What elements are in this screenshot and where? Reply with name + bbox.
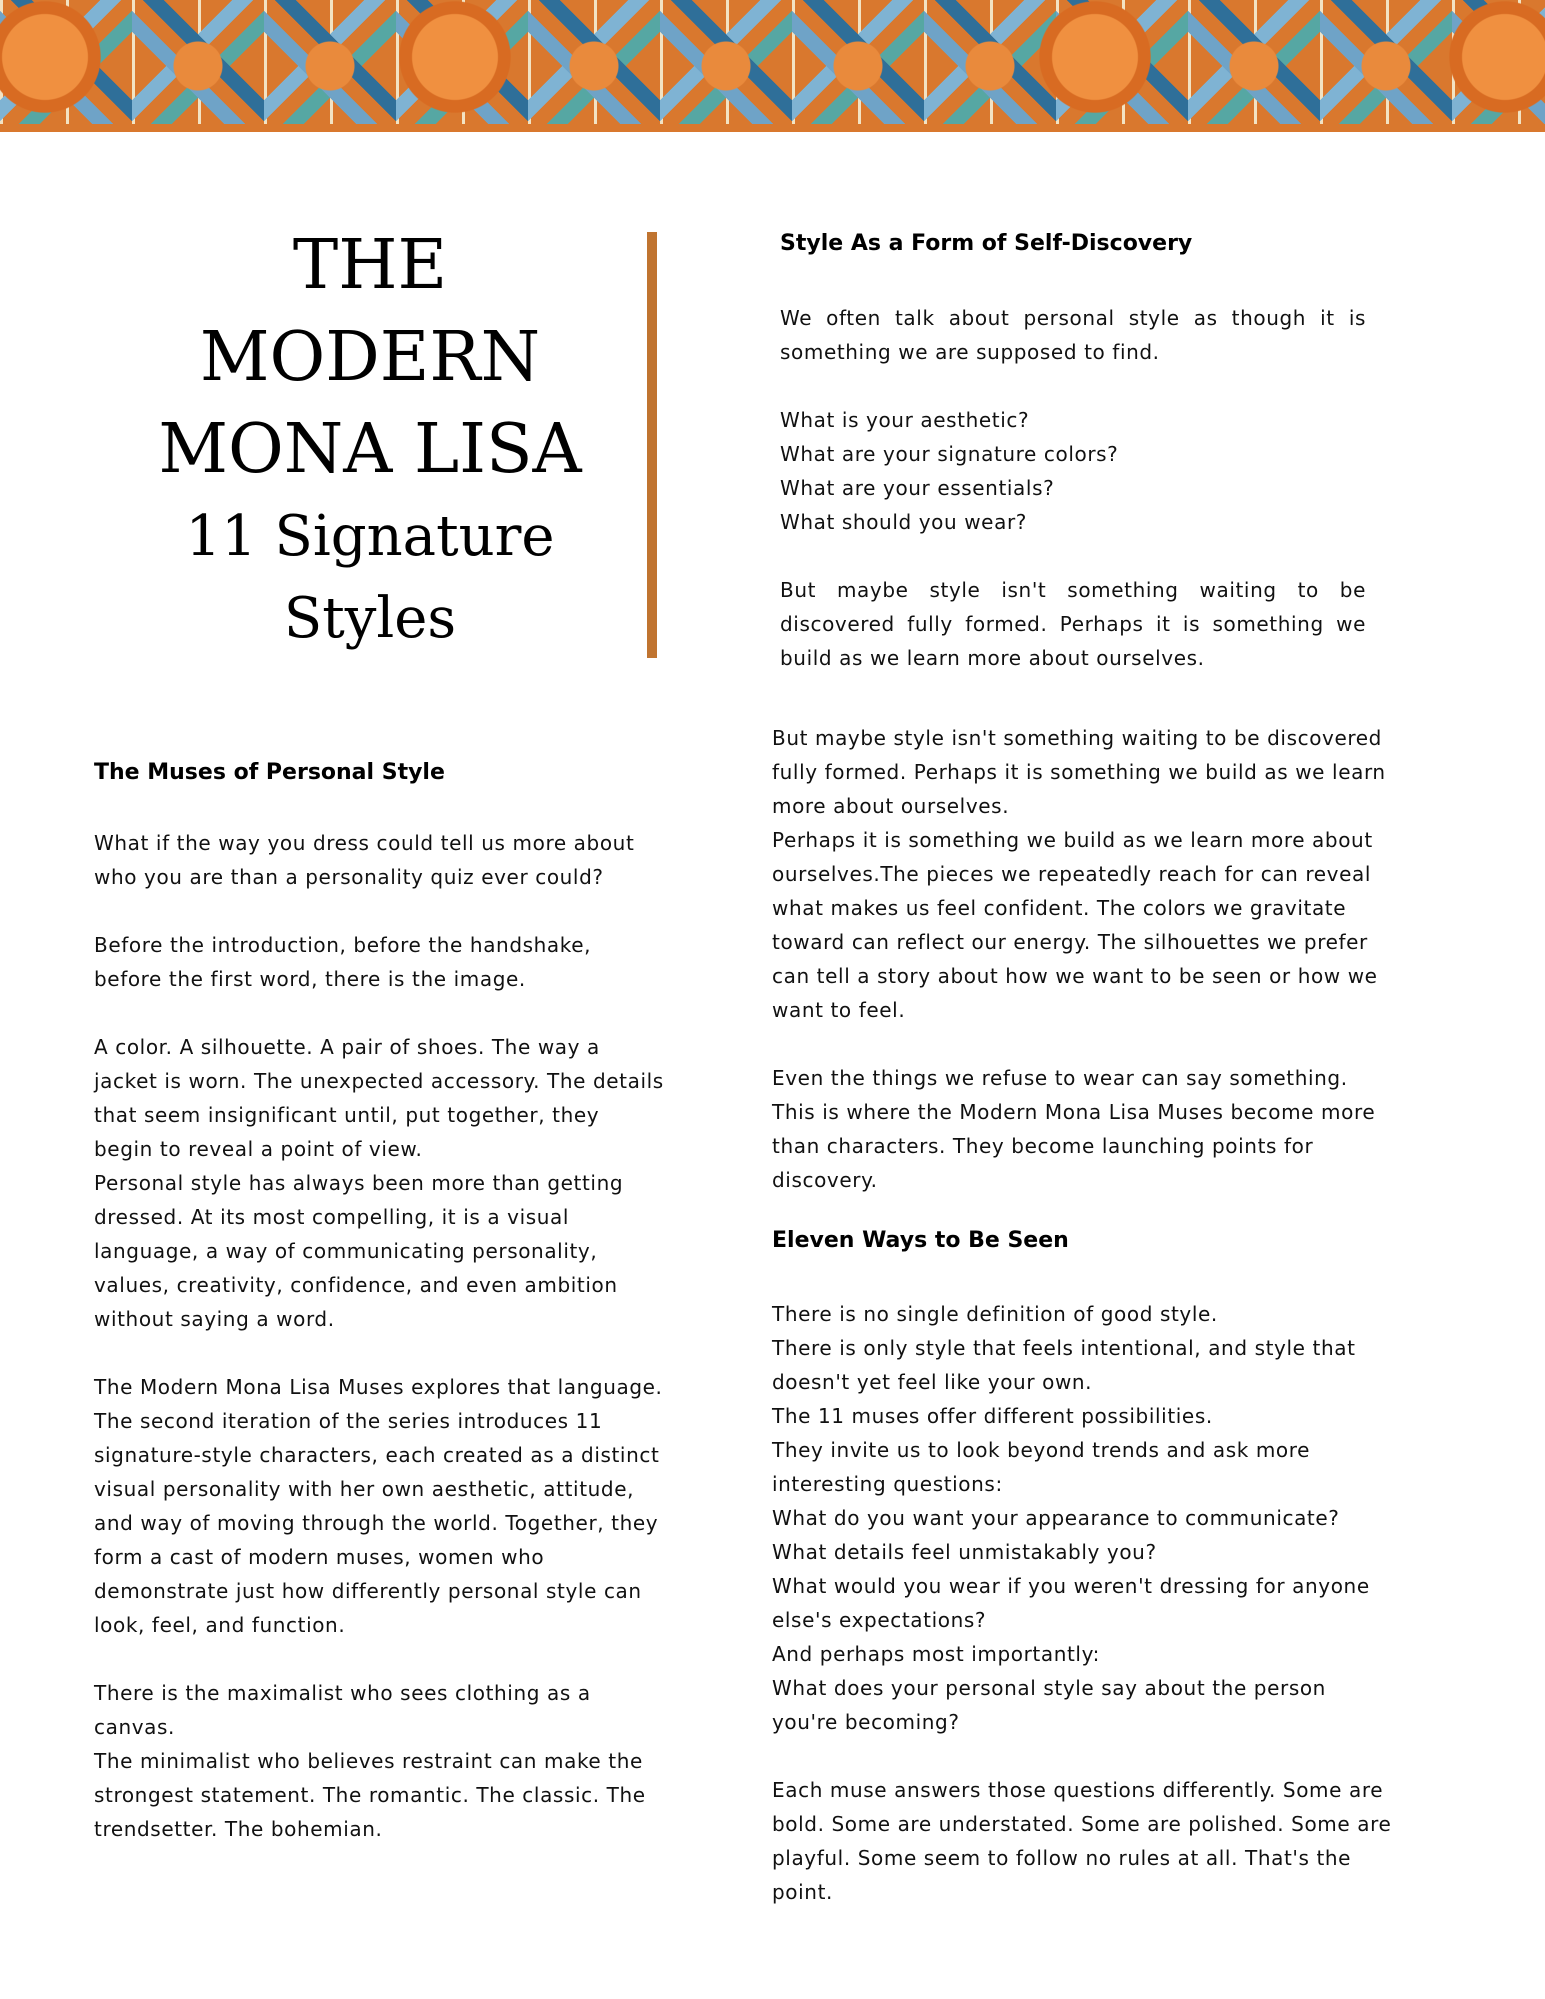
paragraph: Personal style has always been more than getting dressed. At its most compelling, it is a visual language, a way of communicating personality, values, creativity, confidence, and even ambition without saying a word. xyxy=(94,1171,624,1331)
paragraph: But maybe style isn't something waiting to be discovered fully formed. Perhaps it is something we build as we learn more about ourselves. xyxy=(772,726,1386,818)
paragraph: Perhaps it is something we build as we learn more about ourselves.The pieces we repeatedly reach for can reveal what makes us feel confident. The colors we gravitate toward can reflect our energy. The silhouettes we prefer can tell a story about how we want to be seen or how we want to feel. xyxy=(772,828,1378,1022)
subtitle-line: 11 Signature xyxy=(185,504,555,569)
star-tile-icon xyxy=(0,0,120,132)
paragraph: Before the introduction, before the handshake, before the first word, there is the image. xyxy=(94,933,592,991)
list-line: There is no single definition of good style. xyxy=(772,1302,1218,1326)
eleven-ways-body xyxy=(772,1297,1394,1909)
list-line: There is only style that feels intentional, and style that doesn't yet feel like your own. xyxy=(772,1336,1356,1394)
paragraph: Even the things we refuse to wear can say something. This is where the Modern Mona Lisa Muses become more than characters. They become launching points for discovery. xyxy=(772,1066,1376,1192)
section-heading-self-discovery: Style As a Form of Self-Discovery xyxy=(780,231,1193,256)
paragraph: The Modern Mona Lisa Muses explores that language. xyxy=(94,1375,663,1399)
paragraph: There is the maximalist who sees clothing as a canvas. xyxy=(94,1681,591,1739)
paragraph: The second iteration of the series introduces 11 signature-style characters, each created as a distinct visual personality with her own aesthetic, attitude, and way of moving through the world. Together, they form a cast of modern muses, women who demonstrate just how differently personal style can look, feel, and function. xyxy=(94,1409,660,1637)
right-column-body xyxy=(772,721,1394,1197)
paragraph: What if the way you dress could tell us more about who you are than a personality quiz ever could? xyxy=(94,831,635,889)
section-heading-muses: The Muses of Personal Style xyxy=(94,760,445,785)
list-line: What do you want your appearance to communicate? xyxy=(772,1506,1340,1530)
question-line: What is your aesthetic? xyxy=(780,408,1030,432)
title-line: MODERN xyxy=(199,318,541,397)
paragraph: But maybe style isn't something waiting to be discovered fully formed. Perhaps it is something we build as we learn more about ourselves. xyxy=(780,578,1366,670)
subtitle-line: Styles xyxy=(283,586,457,651)
list-line: And perhaps most importantly: xyxy=(772,1642,1100,1666)
paragraph: The minimalist who believes restraint can make the strongest statement. The romantic. The classic. The trendsetter. The bohemian. xyxy=(94,1749,646,1841)
list-line: What does your personal style say about the person you're becoming? xyxy=(772,1676,1326,1734)
question-line: What should you wear? xyxy=(780,510,1027,534)
self-discovery-body xyxy=(780,301,1366,675)
title-line: THE xyxy=(292,226,448,305)
list-line: What details feel unmistakably you? xyxy=(772,1540,1157,1564)
vertical-divider xyxy=(647,232,657,658)
list-line: The 11 muses offer different possibilities. xyxy=(772,1404,1213,1428)
question-line: What are your signature colors? xyxy=(780,442,1119,466)
page-title xyxy=(120,220,620,660)
tile-pattern-banner xyxy=(0,0,1545,132)
star-tile-icon xyxy=(380,0,530,132)
list-line: They invite us to look beyond trends and ask more interesting questions: xyxy=(772,1438,1311,1496)
star-tile-icon xyxy=(1430,0,1545,132)
paragraph: A color. A silhouette. A pair of shoes. The way a jacket is worn. The unexpected accessory. The details that seem insignificant until, put together, they begin to reveal a point of view. xyxy=(94,1035,664,1161)
title-line: MONA LISA xyxy=(158,410,582,489)
paragraph: Each muse answers those questions differently. Some are bold. Some are understated. Some are polished. Some are playful. Some seem to follow no rules at all. That's the point. xyxy=(772,1778,1392,1904)
list-line: What would you wear if you weren't dressing for anyone else's expectations? xyxy=(772,1574,1370,1632)
paragraph: We often talk about personal style as though it is something we are supposed to find. xyxy=(780,306,1366,364)
section-heading-eleven-ways: Eleven Ways to Be Seen xyxy=(772,1228,1069,1253)
muses-body xyxy=(94,826,664,1846)
question-line: What are your essentials? xyxy=(780,476,1055,500)
star-tile-icon xyxy=(1020,0,1170,132)
